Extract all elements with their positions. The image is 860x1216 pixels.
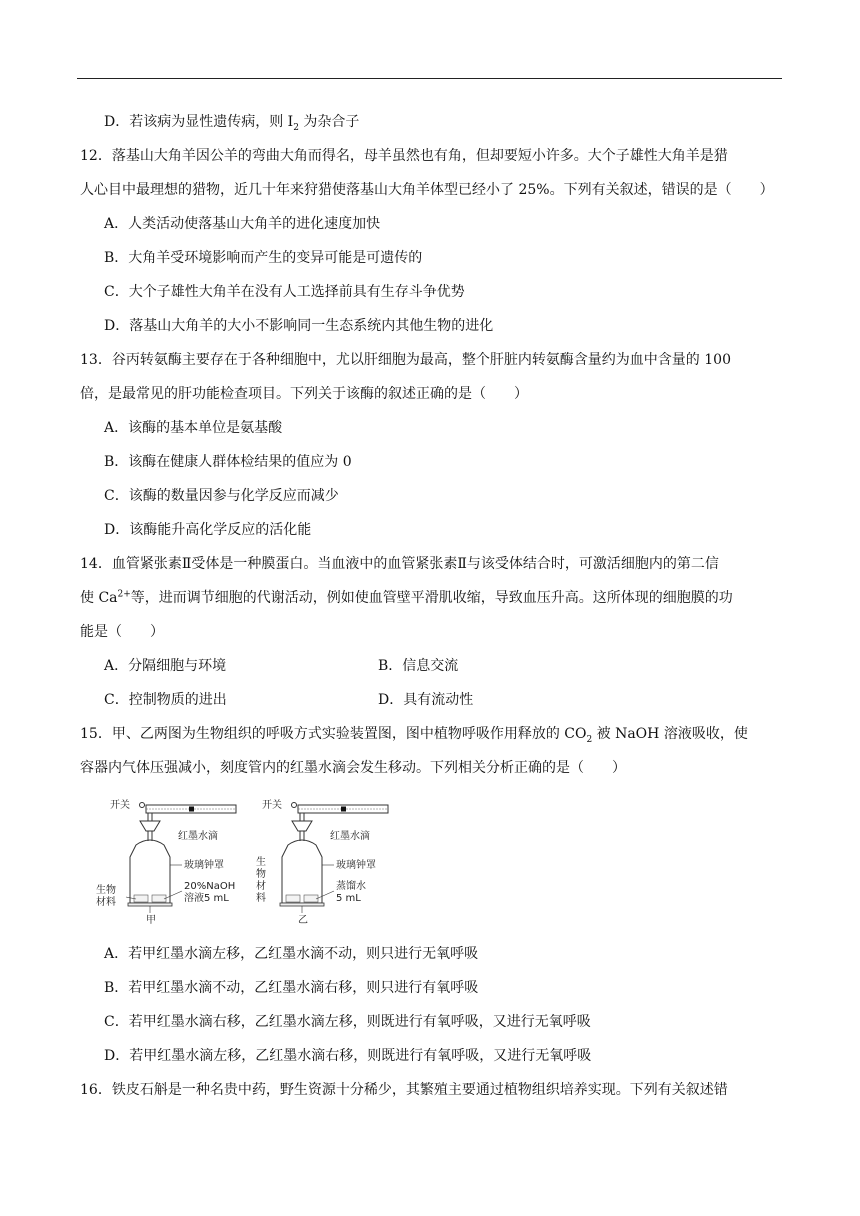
solution-label-left-1: 20%NaOH	[184, 881, 236, 892]
switch-label-right: 开关	[262, 800, 282, 811]
material-tray-right	[286, 895, 300, 902]
red-ink-drop-right	[341, 807, 346, 812]
q13-stem-line2: 倍，是最常见的肝功能检查项目。下列关于该酶的叙述正确的是（ ）	[80, 386, 528, 402]
q12-option-a: A．人类活动使落基山大角羊的进化速度加快	[104, 216, 381, 232]
apparatus-jia	[96, 799, 236, 926]
q14-option-b: B．信息交流	[378, 658, 459, 674]
q14-stem-line2: 使 $Ca^{2+}$等，进而调节细胞的代谢活动，例如使血管壁平滑肌收缩，导致血压升高。这所体现的细胞膜的功	[80, 589, 733, 606]
drop-label-left: 红墨水滴	[178, 831, 218, 842]
q14-option-c: C．控制物质的进出	[104, 692, 227, 708]
q14-stem-line3: 能是（ ）	[80, 624, 164, 640]
q15-option-b: B．若甲红墨水滴不动，乙红墨水滴右移，则只进行有氧呼吸	[104, 980, 479, 996]
q13-option-d: D．该酶能升高化学反应的活化能	[104, 522, 312, 538]
q11-option-d: D．若该病为显性遗传病，则 $I_2$ 为杂合子	[104, 114, 360, 133]
material-tray-left	[134, 895, 148, 902]
switch-label-left: 开关	[110, 800, 130, 811]
q13-stem-line1: 13．谷丙转氨酶主要存在于各种细胞中，尤以肝细胞为最高，整个肝脏内转氨酶含量约为血中含量的 100	[80, 352, 731, 368]
caption-jia: 甲	[146, 915, 156, 926]
material-label-right-4: 料	[256, 893, 266, 904]
q15-stem-line2: 容器内气体压强减小，刻度管内的红墨水滴会发生移动。下列相关分析正确的是（ ）	[80, 760, 626, 776]
q15-option-c: C．若甲红墨水滴右移，乙红墨水滴左移，则既进行有氧呼吸，又进行无氧呼吸	[104, 1014, 591, 1030]
q12-option-d: D．落基山大角羊的大小不影响同一生态系统内其他生物的进化	[104, 318, 494, 334]
q12-option-c: C．大个子雄性大角羊在没有人工选择前具有生存斗争优势	[104, 284, 465, 300]
switch-valve-right	[292, 803, 297, 808]
q15-stem-line1: 15．甲、乙两图为生物组织的呼吸方式实验装置图，图中植物呼吸作用释放的 $CO_2$ 被 NaOH 溶液吸收，使	[80, 726, 748, 745]
header-rule	[77, 78, 782, 79]
bell-label-right: 玻璃钟罩	[336, 860, 376, 871]
solution-label-right-1: 蒸馏水	[336, 881, 366, 892]
q13-option-a: A．该酶的基本单位是氨基酸	[104, 420, 283, 436]
naoh-beaker	[152, 895, 166, 902]
glass-bell-right	[282, 840, 322, 903]
drop-label-right: 红墨水滴	[330, 831, 370, 842]
material-label-right-3: 材	[256, 881, 266, 892]
q14-option-d: D．具有流动性	[378, 692, 474, 708]
glass-bell-left	[130, 840, 170, 903]
q13-option-b: B．该酶在健康人群体检结果的值应为 0	[104, 454, 352, 470]
q15-option-a: A．若甲红墨水滴左移，乙红墨水滴不动，则只进行无氧呼吸	[104, 946, 479, 962]
q12-stem-line2: 人心目中最理想的猎物，近几十年来狩猎使落基山大角羊体型已经小了 25%。下列有关叙述，错误的是（ ）	[80, 182, 774, 198]
q14-option-a: A．分隔细胞与环境	[104, 658, 227, 674]
material-label-right-1: 生	[256, 857, 266, 868]
q15-option-d: D．若甲红墨水滴左移，乙红墨水滴右移，则既进行有氧呼吸，又进行无氧呼吸	[104, 1048, 592, 1064]
material-label-left-2: 材料	[96, 897, 116, 908]
solution-label-left-2: 溶液5 mL	[184, 893, 229, 904]
material-label-right-2: 物	[256, 869, 266, 880]
material-label-left-1: 生物	[96, 885, 116, 896]
q16-stem-line1: 16．铁皮石斛是一种名贵中药，野生资源十分稀少，其繁殖主要通过植物组织培养实现。下列有关叙述错	[80, 1082, 728, 1098]
q14-stem-line1: 14．血管紧张素Ⅱ受体是一种膜蛋白。当血液中的血管紧张素Ⅱ与该受体结合时，可激活细胞内的第二信	[80, 556, 719, 572]
respiration-apparatus-figure	[96, 795, 396, 930]
apparatus-yi	[256, 799, 388, 926]
q12-option-b: B．大角羊受环境影响而产生的变异可能是可遗传的	[104, 250, 423, 266]
solution-label-right-2: 5 mL	[336, 893, 361, 904]
q13-option-c: C．该酶的数量因参与化学反应而减少	[104, 488, 339, 504]
bell-label-left: 玻璃钟罩	[184, 860, 224, 871]
caption-yi: 乙	[298, 915, 308, 926]
red-ink-drop-left	[189, 807, 194, 812]
water-beaker	[304, 895, 318, 902]
q12-stem-line1: 12．落基山大角羊因公羊的弯曲大角而得名，母羊虽然也有角，但却要短小许多。大个子雄性大角羊是猎	[80, 148, 728, 164]
switch-valve-left	[140, 803, 145, 808]
